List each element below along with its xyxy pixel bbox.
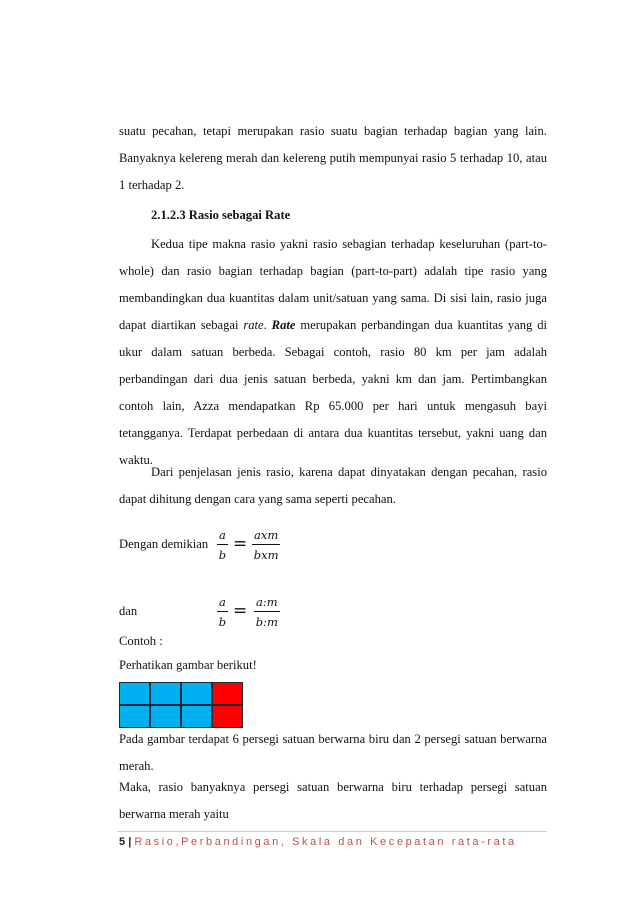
page-footer xyxy=(119,836,517,848)
red-unit-square xyxy=(212,705,243,728)
formula2-lhs xyxy=(217,595,228,629)
instruction-text: Perhatikan gambar berikut! xyxy=(119,658,257,672)
blue-unit-square xyxy=(181,705,212,728)
blue-unit-square xyxy=(181,682,212,705)
paragraph-rate-part-b: merupakan perbandingan dua kuantitas yang di ukur dalam satuan berbeda. Sebagai contoh, rasio 80 km per jam adalah perbandingan dari dua jenis satuan berbeda, yakni km dan jam. Pertimbangkan contoh lain, Azza mendapatkan Rp 65.000 per hari untuk mengasuh bayi tetangganya. Terdapat perbedaan di antara dua kuantitas tersebut, yakni uang dan waktu. xyxy=(119,318,548,467)
contoh-label: Contoh : xyxy=(119,634,163,648)
paragraph-rate-dot: . xyxy=(263,318,272,332)
footer-separator: | xyxy=(128,836,132,848)
formula2-lhs-num: a xyxy=(217,595,228,612)
footer-divider xyxy=(117,831,547,832)
page-number: 5 xyxy=(119,836,126,848)
rate-italic: rate xyxy=(243,318,264,332)
blue-unit-square xyxy=(150,682,181,705)
formula2-rhs-den: b:m xyxy=(255,615,278,629)
footer-title: Rasio,Perbandingan, Skala dan Kecepatan rata-rata xyxy=(134,836,517,848)
formula1-equals: = xyxy=(233,534,248,554)
red-unit-square xyxy=(212,682,243,705)
paragraph-figure-description: Pada gambar terdapat 6 persegi satuan berwarna biru dan 2 persegi satuan berwarna merah. xyxy=(119,732,547,773)
formula1-rhs xyxy=(252,528,280,562)
formula2-lhs-den: b xyxy=(218,615,227,629)
paragraph-rate-part-a: Kedua tipe makna rasio yakni rasio sebagian terhadap keseluruhan (part-to-whole) dan rasio bagian terhadap bagian (part-to-part) adalah tipe rasio yang membandingkan dua kuantitas dalam unit/satuan yang sama. Di sisi lain, rasio juga dapat diartikan sebagai xyxy=(119,237,547,332)
unit-squares-figure xyxy=(119,682,243,728)
formula2-rhs xyxy=(254,595,280,629)
formula1-rhs-den: bxm xyxy=(253,548,279,562)
formula1-rhs-num: axm xyxy=(252,528,280,545)
paragraph-intro: suatu pecahan, tetapi merupakan rasio suatu bagian terhadap bagian yang lain. Banyaknya kelereng merah dan kelereng putih mempunyai rasio 5 terhadap 10, atau 1 terhadap 2. xyxy=(119,124,547,192)
formula-label-2: dan xyxy=(119,604,138,618)
rate-bold: Rate xyxy=(271,318,296,332)
blue-unit-square xyxy=(150,705,181,728)
formula2-equals: = xyxy=(233,601,248,621)
paragraph-ratio-question: Maka, rasio banyaknya persegi satuan berwarna biru terhadap persegi satuan berwarna merah yaitu xyxy=(119,780,547,821)
blue-unit-square xyxy=(119,705,150,728)
blue-unit-square xyxy=(119,682,150,705)
formula-label-1: Dengan demikian xyxy=(119,537,209,551)
formula1-lhs-num: a xyxy=(217,528,228,545)
section-heading: 2.1.2.3 Rasio sebagai Rate xyxy=(151,208,291,222)
formula1-lhs xyxy=(217,528,228,562)
formula1-lhs-den: b xyxy=(218,548,227,562)
formula2-rhs-num: a:m xyxy=(254,595,280,612)
paragraph-explanation: Dari penjelasan jenis rasio, karena dapat dinyatakan dengan pecahan, rasio dapat dihitung dengan cara yang sama seperti pecahan. xyxy=(119,465,547,506)
paragraph-rate xyxy=(119,231,547,474)
